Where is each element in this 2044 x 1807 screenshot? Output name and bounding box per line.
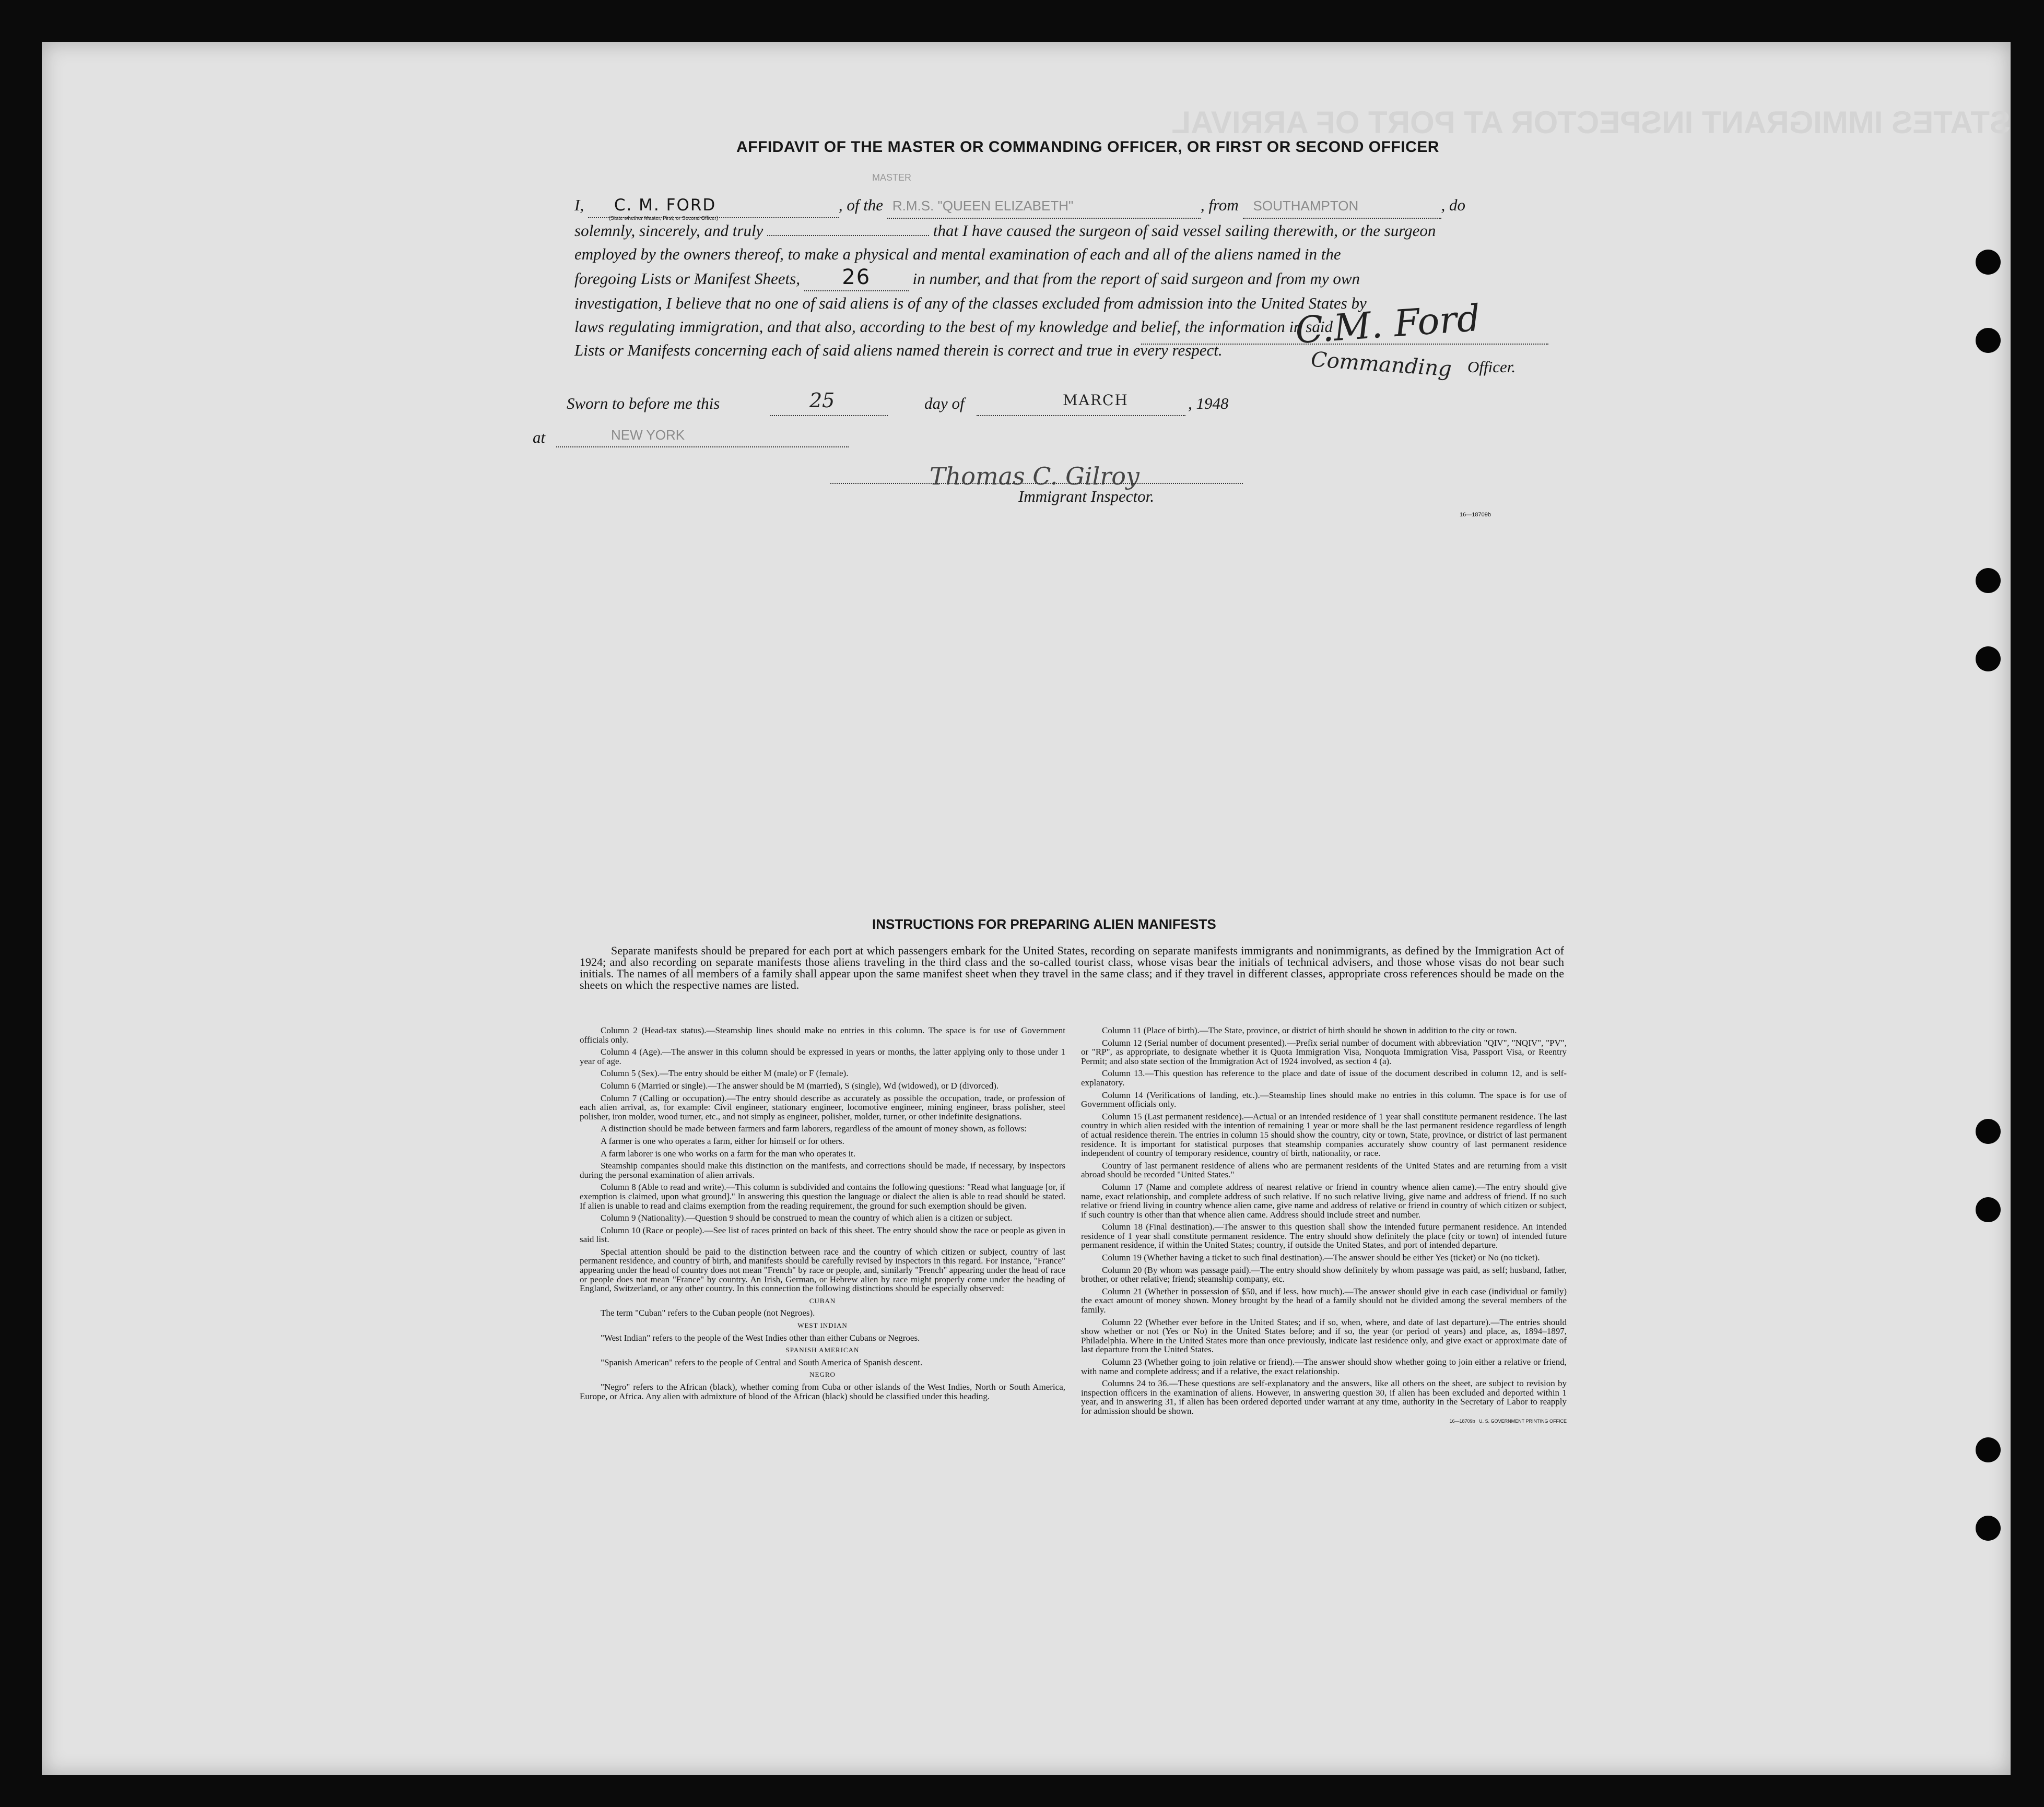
binder-hole bbox=[1976, 568, 2001, 593]
officer-rank-handwritten: Commanding bbox=[1310, 347, 1453, 382]
instruction-paragraph: Column 13.—This question has reference to the place and date of issue of the document described in column 12, and is self-explanatory. bbox=[1081, 1068, 1567, 1088]
instruction-paragraph: Column 8 (Able to read and write).—This column is subdivided and contains the following questions: "Read what language [or, if exemption is claimed, upon what ground]." In answering this question the language or dialect the alien is able to read should be stated. If alien is unable to read and claims exemption from the reading requirement, the ground for such exemption should be given. bbox=[580, 1182, 1065, 1211]
instruction-paragraph: Column 23 (Whether going to join relative or friend).—The answer should show whether going to join either a relative or friend, with name and complete address; and if a relative, the exact relationship. bbox=[1081, 1357, 1567, 1376]
bleed-through-text: STATES IMMIGRANT INSPECTOR AT PORT OF ARRIVAL bbox=[1171, 105, 2011, 140]
officer-signature-line bbox=[1141, 344, 1548, 345]
month-value: MARCH bbox=[1063, 392, 1129, 409]
affidavit-line-5: investigation, I believe that no one of said aliens is of any of the classes excluded from admission into the United States by bbox=[574, 294, 1367, 312]
binder-hole bbox=[1976, 1197, 2001, 1222]
do-label: , do bbox=[1441, 196, 1465, 214]
binder-hole bbox=[1976, 328, 2001, 353]
instruction-paragraph: Column 4 (Age).—The answer in this column should be expressed in years or months, the latter applying only to those under 1 year of age. bbox=[580, 1047, 1065, 1066]
binder-hole bbox=[1976, 1516, 2001, 1541]
form-number: 16—18709b bbox=[1460, 512, 1491, 518]
instruction-paragraph: A farm laborer is one who works on a farm for the man who operates it. bbox=[601, 1148, 856, 1159]
affidavit-line-4b: in number, and that from the report of said surgeon and from my own bbox=[912, 269, 1360, 288]
instruction-paragraph: Country of last permanent residence of aliens who are permanent residents of the United States and are returning from a visit abroad should be recorded "United States." bbox=[1081, 1160, 1567, 1180]
day-line bbox=[770, 415, 888, 416]
sheets-field bbox=[804, 266, 909, 291]
west-indian-text: "West Indian" refers to the people of the West Indies other than either Cubans or Negroes. bbox=[601, 1332, 920, 1343]
master-stamp: MASTER bbox=[872, 172, 912, 183]
instruction-paragraph: Column 19 (Whether having a ticket to such final destination).—The answer should be either Yes (ticket) or No (no ticket). bbox=[1102, 1253, 1540, 1263]
instruction-paragraph: Column 15 (Last permanent residence).—Actual or an intended residence of 1 year shall constitute permanent residence. The last country in which alien resided with the intention of remaining 1 year or more shall be the last permanent residence regardless of length of actual residence therein. The entries in column 15 should show the country, city or town, State, province, or district of last permanent residence. It is important for statistical purposes that steamship companies accurately show country of last permanent residence independent of country of temporary residence, country of birth, nationality, or race. bbox=[1081, 1111, 1567, 1159]
instruction-paragraph: Column 10 (Race or people).—See list of races printed on back of this sheet. The entry should show the race or people as given in said list. bbox=[580, 1225, 1065, 1245]
instructions-intro: Separate manifests should be prepared for each port at which passengers embark for the United States, recording on separate manifests immigrants and nonimmigrants, as defined by the Immigration Act of 1924; and also recording on separate manifests those aliens traveling in the third class and the so-called tourist class, whose visas bear the initials of technical advisers, and those whose visas do not bear such initials. The names of all members of a family shall appear upon the same manifest sheet when they travel in the same class; and if they travel in different classes, appropriate cross references should be made on the sheets on which the respective names are listed. bbox=[580, 944, 1564, 991]
instruction-paragraph: Column 9 (Nationality).—Question 9 should be construed to mean the country of which alien is a citizen or subject. bbox=[601, 1213, 1013, 1223]
day-value: 25 bbox=[809, 389, 835, 412]
officer-label: Officer. bbox=[1467, 358, 1516, 376]
officer-signature: C.M. Ford bbox=[1294, 296, 1482, 352]
spanish-american-text: "Spanish American" refers to the people of Central and South America of Spanish descent. bbox=[601, 1357, 923, 1367]
affidavit-line-6: laws regulating immigration, and that also, according to the best of my knowledge and belief, the information in said bbox=[574, 317, 1333, 336]
instruction-paragraph: Column 21 (Whether in possession of $50, and if less, how much).—The answer should give in each case (individual or family) the exact amount of money shown. Money brought by the head of a family should not be divided among the several members of the family. bbox=[1081, 1286, 1567, 1315]
day-of-label: day of bbox=[924, 394, 965, 412]
instructions-left-column bbox=[580, 1026, 1065, 1404]
place-line bbox=[556, 446, 849, 447]
sheets-value: 26 bbox=[842, 265, 871, 289]
affidavit-title: AFFIDAVIT OF THE MASTER OR COMMANDING OFFICER, OR FIRST OR SECOND OFFICER bbox=[736, 138, 1439, 156]
cuban-heading: CUBAN bbox=[809, 1296, 836, 1305]
inspector-signature-line bbox=[830, 483, 1243, 484]
vessel-value: R.M.S. "QUEEN ELIZABETH" bbox=[892, 198, 1074, 214]
footer-office: U. S. GOVERNMENT PRINTING OFFICE bbox=[1479, 1418, 1567, 1424]
instruction-paragraph: Column 7 (Calling or occupation).—The entry should describe as accurately as possible the occupation, trade, or profession of each alien arrival, as, for example: Civil engineer, stationary engineer, locomotive engineer, mining engineer, brass polisher, steel polisher, iron molder, wood turner, etc., and not simply as engineer, polisher, molder, turner, or other indefinite designations. bbox=[580, 1093, 1065, 1121]
month-line bbox=[977, 415, 1185, 416]
instruction-paragraph: Column 5 (Sex).—The entry should be either M (male) or F (female). bbox=[601, 1068, 849, 1079]
port-value: SOUTHAMPTON bbox=[1253, 198, 1359, 214]
from-label: , from bbox=[1200, 196, 1239, 214]
instruction-paragraph: Steamship companies should make this distinction on the manifests, and corrections should be made, if necessary, by inspectors during the personal examination of alien arrivals. bbox=[580, 1161, 1065, 1180]
vessel-field bbox=[887, 193, 1201, 219]
binder-hole bbox=[1976, 1437, 2001, 1462]
affidavit-line-2b: that I have caused the surgeon of said vessel sailing therewith, or the surgeon bbox=[933, 221, 1436, 240]
sworn-label: Sworn to before me this bbox=[567, 394, 720, 412]
instruction-paragraph: Column 18 (Final destination).—The answer to this question shall show the intended future permanent residence. An intended residence of 1 year shall constitute permanent residence. The entry should show definitely the place (city or town) of intended future permanent residence, if within the United States; country, if outside the United States, and port of intended departure. bbox=[1081, 1222, 1567, 1250]
inspector-label: Immigrant Inspector. bbox=[1018, 487, 1155, 505]
instruction-paragraph: Column 6 (Married or single).—The answer should be M (married), S (single), Wd (widowed), or D (divorced). bbox=[601, 1080, 999, 1091]
instructions-title: INSTRUCTIONS FOR PREPARING ALIEN MANIFESTS bbox=[872, 916, 1216, 932]
west-indian-heading: WEST INDIAN bbox=[797, 1321, 848, 1330]
instructions-right-column bbox=[1081, 1026, 1567, 1426]
port-field bbox=[1243, 193, 1441, 219]
negro-text: "Negro" refers to the African (black), whether coming from Cuba or other islands of the West Indies, North or South America, Europe, or Africa. Any alien with admixture of blood of the African (black) should be classified under this heading. bbox=[580, 1382, 1065, 1401]
instruction-paragraph: Special attention should be paid to the distinction between race and the country of which citizen or subject, country of last permanent residence, and country of birth, and manifests should be carefully revised by inspectors in this regard. For instance, "France" appearing under the head of country does not mean "French" by race or people, and, similarly "French" appearing under the head of race or people does not mean "France" by country. An Irish, German, or Hebrew alien by race might properly come under the heading of England, Switzerland, or any other country. In this connection the following distinctions should be especially observed: bbox=[580, 1246, 1065, 1294]
of-the-label: , of the bbox=[838, 196, 884, 214]
at-label: at bbox=[533, 428, 546, 446]
instruction-paragraph: Columns 24 to 36.—These questions are self-explanatory and the answers, like all others on the sheet, are subject to revision by inspection officers in the examination of aliens. However, in answering question 30, if alien has been excluded and deported within 1 year, and in answering 31, if alien has been ordered deported under warrant at any time, authority in the Secretary of Labor to reapply for admission should be shown. bbox=[1081, 1378, 1567, 1416]
affidavit-line-3: employed by the owners thereof, to make a physical and mental examination of each and all of the aliens named in the bbox=[574, 245, 1341, 263]
officer-name-hint: (State whether Master, First, or Second Officer) bbox=[608, 216, 719, 221]
instruction-paragraph: A farmer is one who operates a farm, either for himself or for others. bbox=[601, 1136, 844, 1146]
binder-hole bbox=[1976, 1119, 2001, 1144]
binder-hole bbox=[1976, 646, 2001, 671]
negro-heading: NEGRO bbox=[809, 1371, 836, 1379]
instruction-paragraph: A distinction should be made between farmers and farm laborers, regardless of the amount of money shown, as follows: bbox=[601, 1124, 1027, 1134]
binder-hole bbox=[1976, 250, 2001, 275]
instruction-paragraph: Column 17 (Name and complete address of nearest relative or friend in country whence alien came).—The entry should give name, exact relationship, and complete address of such relative. If no such relative living, give name and address of friend. If no such relative or friend living in country whence alien came, give name and address of relative or friend in country of which citizen or subject, if such country is other than that whence alien came. Address should include street and number. bbox=[1081, 1182, 1567, 1220]
instruction-paragraph: Column 20 (By whom was passage paid).—The entry should show definitely by whom passage was paid, as self; husband, father, brother, or other relative; friend; steamship company, etc. bbox=[1081, 1265, 1567, 1284]
affidavit-line-4a: foregoing Lists or Manifest Sheets, bbox=[574, 269, 800, 288]
place-value: NEW YORK bbox=[611, 427, 685, 443]
spanish-american-heading: SPANISH AMERICAN bbox=[785, 1346, 860, 1354]
year-value: , 1948 bbox=[1188, 394, 1229, 412]
rank-blank bbox=[767, 235, 929, 236]
cuban-text: The term "Cuban" refers to the Cuban people (not Negroes). bbox=[601, 1308, 815, 1318]
document-sheet bbox=[42, 42, 2011, 1775]
instruction-paragraph: Column 12 (Serial number of document presented).—Prefix serial number of document with abbreviation "QIV", "NQIV", "PV", or "RP", as appropriate, to designate whether it is Quota Immigration Visa, Nonquota Immigration Visa, Passport Visa, or Reentry Permit; and also state section of the Immigration Act of 1924 involved, as section 4 (a). bbox=[1081, 1037, 1567, 1066]
instruction-paragraph: Column 14 (Verifications of landing, etc.).—Steamship lines should make no entries in this column. The space is for use of Government officials only. bbox=[1081, 1090, 1567, 1109]
inspector-signature: Thomas C. Gilroy bbox=[930, 462, 1140, 490]
i-label: I, bbox=[574, 196, 584, 214]
affidavit-line-7: Lists or Manifests concerning each of said aliens named therein is correct and true in every respect. bbox=[574, 341, 1223, 359]
instruction-paragraph: Column 22 (Whether ever before in the United States; and if so, when, where, and date of last departure).—The entries should show whether or not (Yes or No) in the United States before; and if so, the year (or period of years) and place, as, 1894–1897, Philadelphia. Where in the United States more than once previously, indicate last residence only, and give exact or approximate date of last departure from the United States. bbox=[1081, 1317, 1567, 1355]
instruction-paragraph: Column 11 (Place of birth).—The State, province, or district of birth should be shown in addition to the city or town. bbox=[1102, 1025, 1517, 1035]
footer-line bbox=[1081, 1417, 1567, 1426]
footer-number: 16—18709b bbox=[1449, 1418, 1475, 1424]
officer-name-value: C. M. FORD bbox=[614, 196, 716, 215]
affidavit-line-2: solemnly, sincerely, and truly bbox=[574, 221, 763, 240]
officer-name-field bbox=[588, 193, 839, 221]
instruction-paragraph: Column 2 (Head-tax status).—Steamship lines should make no entries in this column. The space is for use of Government officials only. bbox=[580, 1025, 1065, 1045]
